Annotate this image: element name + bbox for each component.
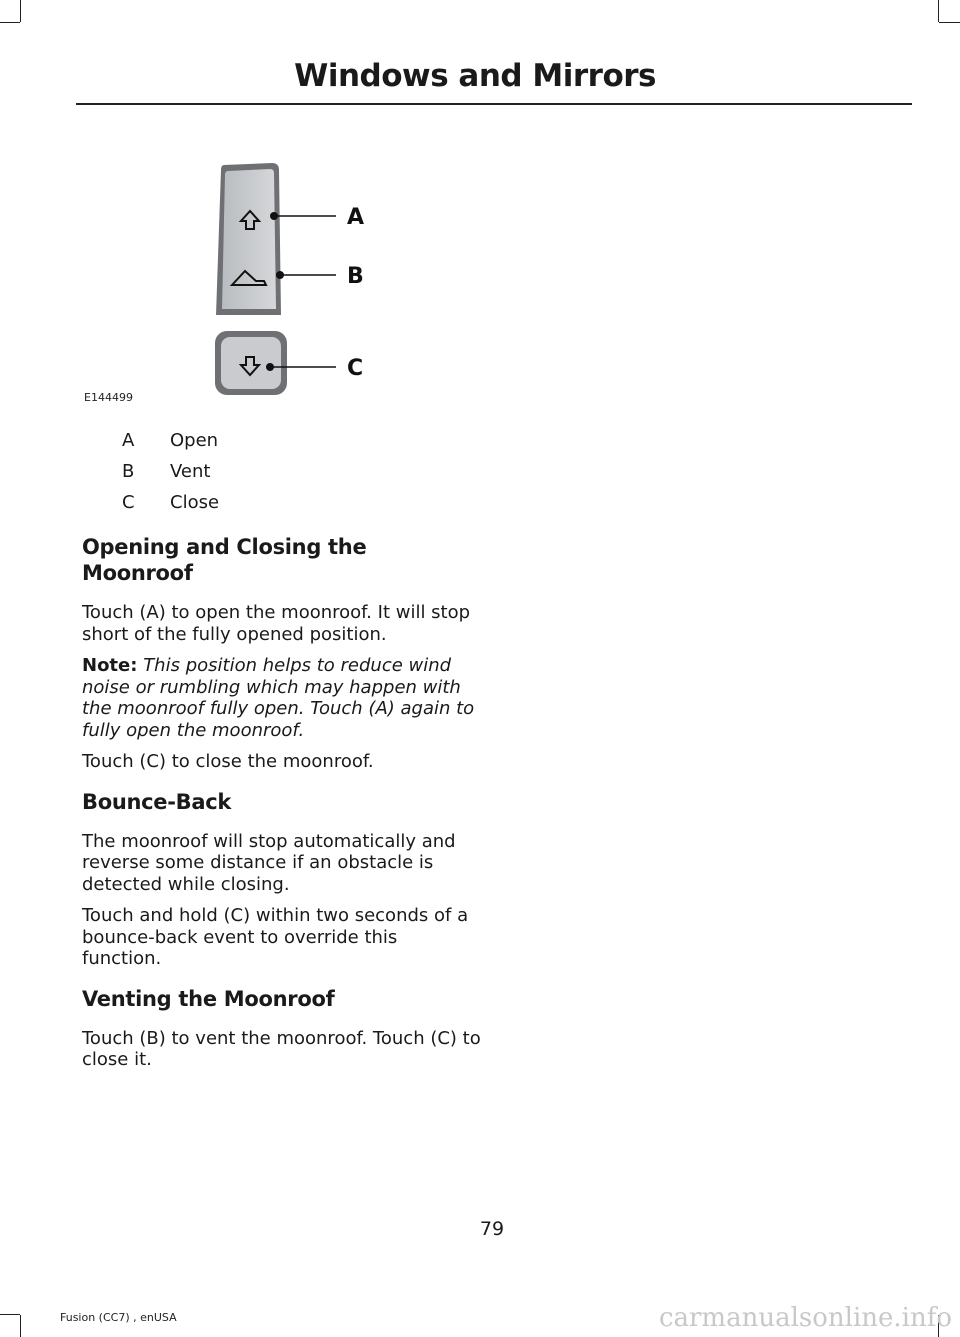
paragraph: The moonroof will stop automatically and reverse some distance if an obstacle is detected while closing. (82, 830, 456, 895)
section-heading-open-close: Opening and Closing the Moonroof (82, 535, 367, 585)
watermark: carmanualsonline.info (658, 1303, 952, 1333)
header-divider (76, 103, 912, 105)
section-heading-venting: Venting the Moonroof (82, 986, 335, 1011)
legend-value: Open (170, 430, 219, 451)
crop-mark (20, 1315, 21, 1337)
page-title: Windows and Mirrors (294, 58, 656, 94)
legend-row (82, 456, 482, 487)
crop-mark (0, 22, 20, 23)
crop-mark (0, 1314, 20, 1315)
legend-row (82, 425, 482, 456)
callout-dot-a (270, 212, 278, 220)
callout-label-c: C (347, 356, 364, 381)
paragraph: Touch (C) to close the moonroof. (82, 751, 374, 772)
callout-dot-b (276, 271, 284, 279)
paragraph: Touch (A) to open the moonroof. It will stop short of the fully opened position. (82, 602, 471, 645)
figure-id: E144499 (84, 391, 133, 404)
legend-key: B (122, 461, 135, 482)
figure-legend (82, 425, 482, 518)
crop-mark (939, 22, 960, 23)
page-number: 79 (479, 1218, 505, 1240)
legend-key: A (122, 430, 135, 451)
crop-mark (938, 0, 939, 22)
paragraph: Touch (B) to vent the moonroof. Touch (C) to close it. (82, 1027, 481, 1070)
paragraph: Touch and hold (C) within two seconds of a bounce-back event to override this function. (82, 905, 469, 969)
crop-mark (20, 0, 21, 22)
callout-label-b: B (347, 264, 364, 289)
note-text: This position helps to reduce wind noise or rumbling which may happen with the moonroof fully open. Touch (A) again to fully open the moonroof. (82, 655, 475, 741)
footer-text: Fusion (CC7) , enUSA (60, 1311, 177, 1324)
callout-dot-c (266, 363, 274, 371)
callout-label-a: A (347, 205, 365, 230)
note-label: Note: (82, 655, 138, 676)
legend-value: Vent (170, 461, 211, 482)
note (82, 655, 482, 741)
legend-key: C (122, 492, 135, 513)
section-heading-bounce-back: Bounce-Back (82, 789, 232, 814)
legend-row (82, 487, 482, 518)
legend-value: Close (170, 492, 220, 513)
moonroof-switch-figure (76, 155, 396, 410)
main-content (82, 534, 482, 1081)
